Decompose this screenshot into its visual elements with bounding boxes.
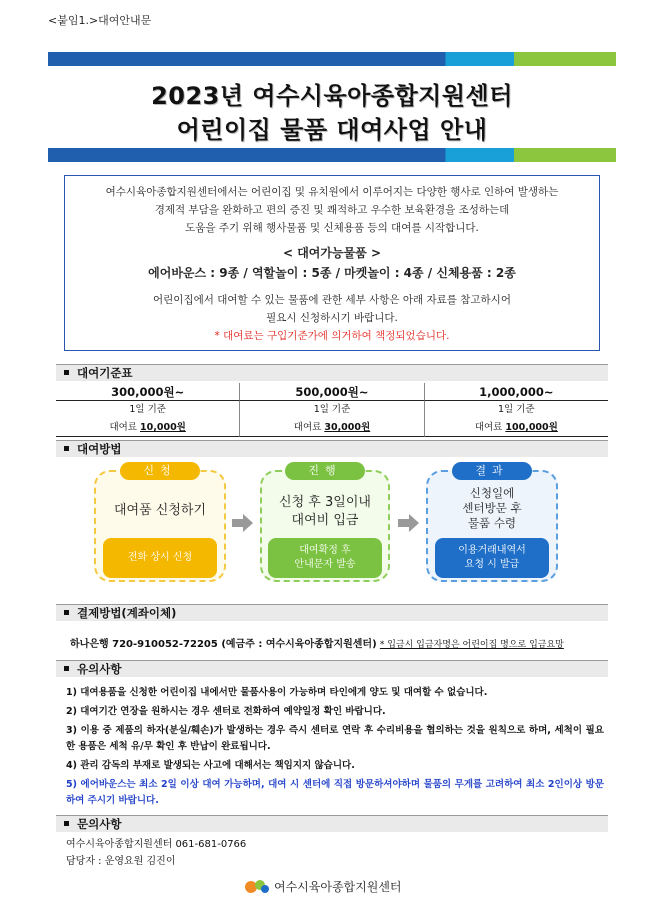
criteria-fee: 대여료 30,000원	[239, 419, 423, 437]
center-logo-icon	[244, 876, 270, 896]
step-apply-tag: 신청	[120, 462, 200, 480]
section-payment: 결제방법(계좌이체)	[56, 604, 608, 621]
note-item: 4) 관리 감독의 부재로 발생되는 사고에 대해서는 책임지지 않습니다.	[66, 760, 355, 771]
criteria-period: 1일 기준	[129, 404, 166, 415]
footer-logo-text: 여수시육아종합지원센터	[274, 879, 402, 894]
step-result-main: 신청일에 센터방문 후 물품 수령	[462, 486, 522, 530]
step-progress-main: 신청 후 3일이내 대여비 입금	[279, 495, 371, 528]
step-apply-main: 대여품 신청하기	[113, 503, 207, 518]
payment-info: 하나은행 720-910052-72205 (예금주 : 여수시육아종합지원센터) * 입금시 입금자명은 어린이집 명으로 입금요망	[70, 639, 564, 650]
criteria-period: 1일 기준	[239, 401, 423, 419]
criteria-period: 1일 기준	[424, 401, 608, 419]
intro-line: 어린이집에서 대여할 수 있는 물품에 관한 세부 사항은 아래 자료를 참고하시어	[153, 294, 511, 306]
note-item: 3) 이용 중 제품의 하자(분실/훼손)가 발생하는 경우 즉시 센터로 연락 후 수리비용을 협의하는 것을 원칙으로 하며, 세척이 필요한 용품은 세척 유/무 확인 후 반납이 완료됩니다.	[66, 725, 604, 752]
bullet-square-icon	[64, 610, 69, 615]
note-item: 2) 대여기간 연장을 원하시는 경우 센터로 전화하여 예약일정 확인 바랍니다.	[66, 706, 386, 717]
attachment-label: <붙임1.>대여안내문	[48, 14, 152, 27]
bullet-square-icon	[64, 370, 69, 375]
intro-line: 필요시 신청하시기 바랍니다.	[266, 312, 398, 324]
items-list: 에어바운스 : 9종 / 역할놀이 : 5종 / 마켓놀이 : 4종 / 신체용품 : 2종	[148, 266, 516, 280]
intro-line: 경제적 부담을 완화하고 편의 증진 및 쾌적하고 우수한 보육환경을 조성하는데	[154, 204, 510, 216]
rental-criteria-table	[56, 383, 608, 437]
page-title-line1: 2023년 여수시육아종합지원센터	[151, 82, 513, 110]
section-rental-method: 대여방법	[56, 440, 608, 457]
title-top-bar	[48, 52, 616, 66]
note-item: 1) 대여용품을 신청한 어린이집 내에서만 물품사용이 가능하며 타인에게 양도 및 대여할 수 없습니다.	[66, 687, 488, 698]
arrow-right-icon	[232, 514, 254, 532]
step-progress-tag: 진행	[285, 462, 365, 480]
page-title-line2: 어린이집 물품 대여사업 안내	[176, 116, 488, 144]
intro-line: 도움을 주기 위해 행사물품 및 신체용품 등의 대여를 시작합니다.	[185, 222, 479, 234]
section-notes: 유의사항	[56, 660, 608, 677]
criteria-price: 1,000,000~	[424, 383, 608, 401]
step-result-tag: 결과	[452, 462, 532, 480]
footer-logo	[244, 876, 402, 896]
note-item: 5) 에어바운스는 최소 2일 이상 대여 가능하며, 대여 시 센터에 직접 방문하셔야하며 물품의 무게를 고려하여 최소 2인이상 방문하여 주시기 바랍니다.	[66, 779, 604, 806]
step-result-sub: 이용거래내역서 요청 시 발급	[435, 538, 549, 578]
notes-list	[66, 685, 604, 812]
criteria-price: 300,000원~	[56, 383, 239, 401]
intro-box	[64, 175, 600, 351]
arrow-right-icon	[398, 514, 420, 532]
payment-note: * 입금시 입금자명은 어린이집 명으로 입금요망	[379, 640, 564, 650]
title-bottom-bar	[48, 148, 616, 162]
section-rental-criteria: 대여기준표	[56, 364, 608, 381]
criteria-price: 500,000원~	[239, 383, 423, 401]
bullet-square-icon	[64, 666, 69, 671]
criteria-fee: 대여료 10,000원	[56, 419, 239, 437]
step-apply-sub: 전화 상시 신청	[103, 538, 217, 578]
step-progress-sub: 대여확정 후 안내문자 발송	[268, 538, 382, 578]
contact-person: 담당자 : 운영요원 김진이	[66, 856, 176, 867]
criteria-fee: 대여료 100,000원	[424, 419, 608, 437]
items-heading: < 대여가능물품 >	[282, 246, 382, 260]
intro-line: 여수시육아종합지원센터에서는 어린이집 및 유치원에서 이루어지는 다양한 행사로 인하여 발생하는	[105, 186, 559, 198]
contact-info	[66, 836, 246, 870]
bullet-square-icon	[64, 446, 69, 451]
contact-phone: 여수시육아종합지원센터 061-681-0766	[66, 839, 247, 850]
section-contact: 문의사항	[56, 815, 608, 832]
fee-note: * 대여료는 구입기준가에 의거하여 책정되었습니다.	[214, 330, 450, 342]
bullet-square-icon	[64, 821, 69, 826]
